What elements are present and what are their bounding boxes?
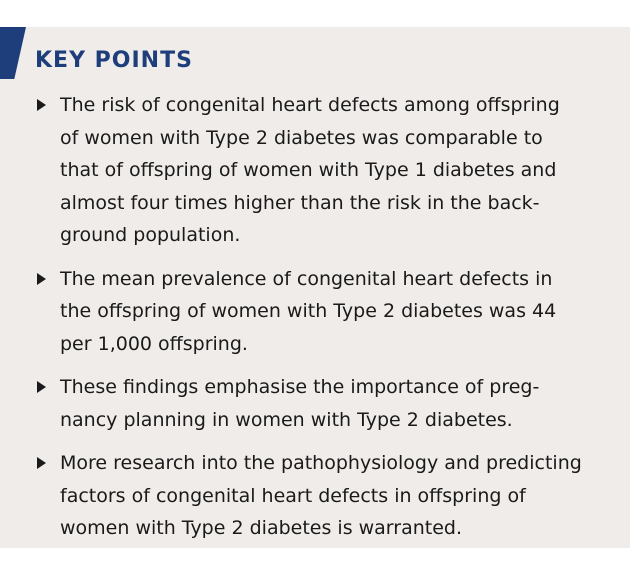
key-point-text — [60, 371, 600, 436]
key-point-item — [35, 371, 600, 436]
triangle-right-icon — [37, 99, 46, 111]
key-point-line: The risk of congenital heart defects among offspring — [60, 94, 560, 116]
triangle-right-icon — [37, 457, 46, 469]
key-point-line: per 1,000 offspring. — [60, 332, 248, 355]
key-points-title: KEY POINTS — [35, 48, 193, 73]
key-point-item — [35, 89, 600, 252]
key-point-line: of women with Type 2 diabetes was comparable to — [60, 126, 543, 149]
key-point-item — [35, 263, 600, 361]
key-point-line: factors of congenital heart defects in offspring of — [60, 484, 526, 507]
key-point-line: The mean prevalence of congenital heart defects in — [60, 267, 553, 290]
triangle-right-icon — [37, 273, 46, 285]
key-point-text — [60, 263, 600, 361]
key-point-line: ground population. — [60, 224, 241, 246]
key-point-line: that of offspring of women with Type 1 diabetes and — [60, 159, 557, 181]
key-point-text — [60, 89, 600, 252]
key-point-text — [60, 447, 600, 545]
key-point-line: almost four times higher than the risk in the back- — [60, 191, 540, 214]
key-point-line: the offspring of women with Type 2 diabetes was 44 — [60, 300, 557, 322]
key-point-line: nancy planning in women with Type 2 diabetes. — [60, 408, 513, 431]
triangle-right-icon — [37, 381, 46, 393]
key-point-line: More research into the pathophysiology and predicting — [60, 452, 582, 474]
key-point-line: These findings emphasise the importance of preg- — [60, 376, 540, 398]
key-point-line: women with Type 2 diabetes is warranted. — [60, 517, 463, 539]
key-point-item — [35, 447, 600, 545]
key-points-list — [35, 89, 600, 556]
